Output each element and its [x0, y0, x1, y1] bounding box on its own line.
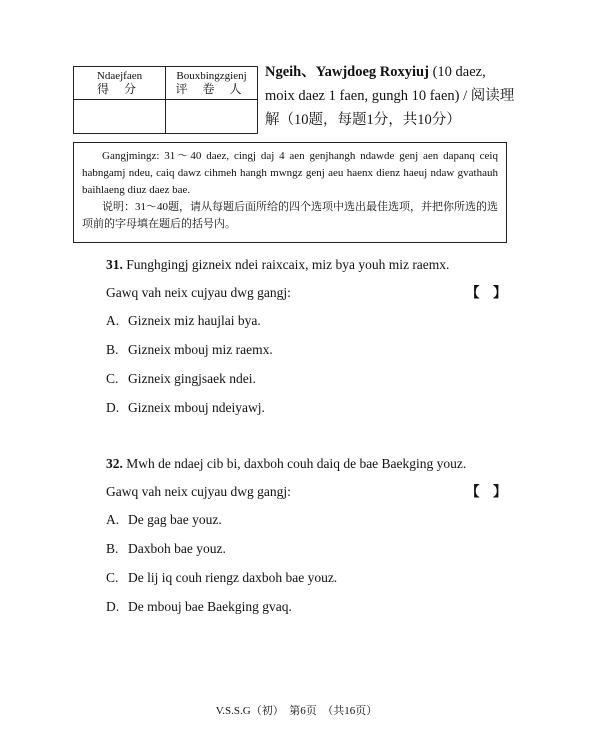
grader-header-zhuang: Bouxbingzgienj [176, 70, 247, 82]
option-text: Gizneix gingjsaek ndei. [128, 371, 256, 386]
question-prompt-text: Gawq vah neix cujyau dwg gangj: [106, 285, 291, 300]
option-letter: D. [106, 599, 120, 614]
grader-blank-cell[interactable] [166, 100, 258, 134]
option-text: Gizneix miz haujlai bya. [128, 313, 261, 328]
score-header-zhuang: Ndaejfaen [96, 70, 143, 82]
question-prompt [106, 482, 526, 510]
score-table-header-row [74, 67, 258, 100]
question-stem [106, 255, 526, 283]
option-letter: D. [106, 400, 120, 415]
answer-bracket[interactable]: 【 】 [466, 484, 507, 499]
question-stem-text: Funghgingj gizneix ndei raixcaix, miz bya youh miz raemx. [126, 257, 450, 272]
section-title-bold: Ngeih、Yawjdoeg Roxyiuj [265, 64, 429, 80]
option-letter: C. [106, 570, 119, 585]
question-stem-text: Mwh de ndaej cib bi, daxboh couh daiq de bae Baekging youz. [126, 456, 467, 471]
option-text: Gizneix mbouj miz raemx. [128, 342, 273, 357]
option-letter: C. [106, 371, 119, 386]
option-letter: B. [106, 541, 119, 556]
option-d[interactable] [106, 398, 526, 427]
question-number: 31. [106, 257, 123, 272]
option-b[interactable] [106, 340, 526, 369]
score-blank-cell[interactable] [74, 100, 166, 134]
score-table [73, 66, 258, 134]
score-table-blank-row [74, 100, 258, 134]
score-header-cell [74, 67, 166, 100]
option-a[interactable] [106, 311, 526, 340]
grader-header-cell [166, 67, 258, 100]
option-text: Gizneix mbouj ndeiyawj. [128, 400, 265, 415]
option-letter: A. [106, 313, 120, 328]
question-31 [106, 255, 526, 427]
question-prompt-text: Gawq vah neix cujyau dwg gangj: [106, 484, 291, 499]
instructions-chinese: 说明：31～40题，请从每题后面所给的四个选项中选出最佳选项，并把你所选的选项前的字母填在题后的括号内。 [82, 201, 498, 230]
option-text: De gag bae youz. [128, 512, 222, 527]
page-footer: V.S.S.G（初） 第6页 （共16页） [215, 705, 378, 717]
question-prompt [106, 283, 526, 311]
section-title [265, 60, 515, 132]
option-letter: A. [106, 512, 120, 527]
option-a[interactable] [106, 510, 526, 539]
option-b[interactable] [106, 539, 526, 568]
question-32 [106, 454, 526, 626]
score-header-chinese: 得 分 [96, 82, 142, 96]
option-text: De lij iq couh riengz daxboh bae youz. [128, 570, 338, 585]
option-text: De mbouj bae Baekging gvaq. [128, 599, 292, 614]
instructions-zhuang: Gangjmingz: 31～40 daez, cingj daj 4 aen genjhangh ndawde genj aen dapanq ceiq habngamj ndeu, caiq dawz cihmeh hangh mwngz genj aeu haenx dienz haeuj ndaw gvathauh baihlaeng diuz daez bae. [82, 150, 498, 196]
option-d[interactable] [106, 597, 526, 626]
option-letter: B. [106, 342, 119, 357]
section-title-detail: (10 daez, moix daez 1 faen, gungh 10 faen) / 阅读理解（10题，每题1分，共10分） [265, 64, 515, 128]
question-stem [106, 454, 526, 482]
option-c[interactable] [106, 369, 526, 398]
instructions-box [73, 142, 507, 243]
question-number: 32. [106, 456, 123, 471]
option-c[interactable] [106, 568, 526, 597]
answer-bracket[interactable]: 【 】 [466, 285, 507, 300]
option-text: Daxboh bae youz. [128, 541, 226, 556]
grader-header-chinese: 评 卷 人 [175, 82, 248, 96]
